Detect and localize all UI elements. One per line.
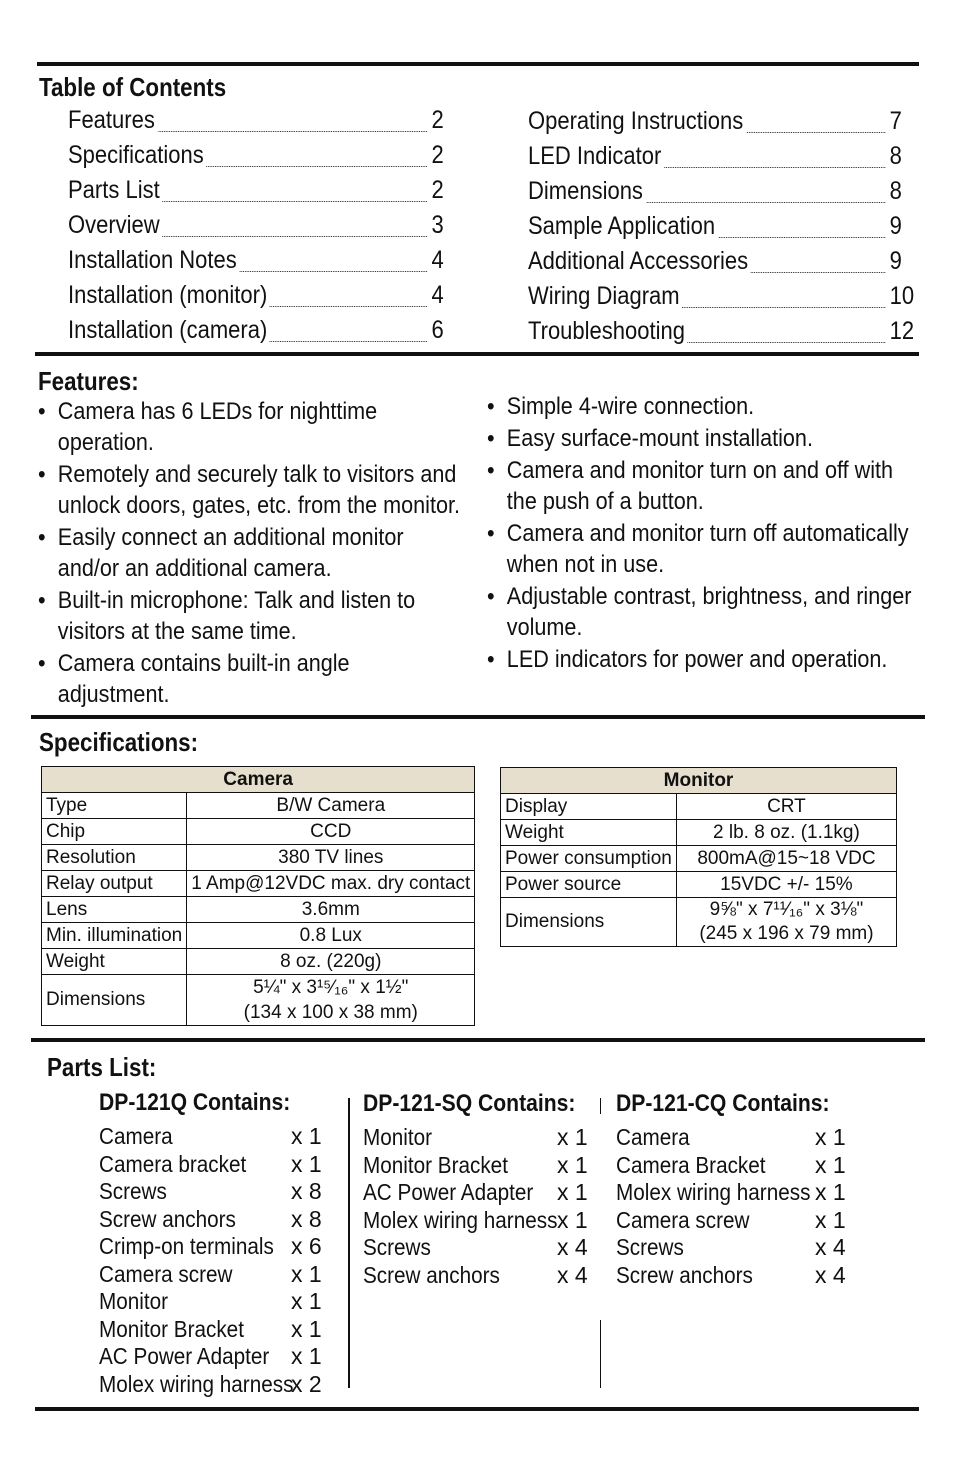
top-rule [37, 62, 919, 66]
toc-entry[interactable] [68, 211, 444, 247]
toc-entry[interactable] [528, 212, 902, 248]
parts-item-name: Molex wiring harness [363, 1206, 558, 1233]
toc-entry-page: 10 [889, 282, 915, 310]
camera-dimensions-line1: 5¼" x 3¹⁵⁄₁₆" x 1½" [253, 977, 409, 998]
parts-divider-2-bottom [600, 1320, 601, 1388]
parts-item-name: Monitor [99, 1288, 169, 1314]
parts-item-name: Screws [99, 1178, 167, 1204]
spec-value: 380 TV lines [187, 845, 475, 871]
feature-line: • Camera and monitor turn on and off with [506, 457, 894, 484]
parts-list-heading: DP-121-SQ Contains: [363, 1090, 576, 1117]
spec-value: 2 lb. 8 oz. (1.1kg) [676, 820, 896, 846]
parts-item [616, 1179, 856, 1207]
parts-item-name: Monitor [363, 1124, 433, 1150]
toc-entry-label: Specifications [68, 141, 206, 169]
parts-list-dp121q [99, 1089, 339, 1398]
parts-item-name: Camera Bracket [616, 1151, 766, 1178]
parts-item [363, 1234, 603, 1262]
parts-item-qty: x 6 [291, 1233, 322, 1259]
spec-label: Chip [42, 819, 187, 845]
features-left-list [38, 396, 488, 711]
parts-item-qty: x 1 [291, 1288, 322, 1314]
parts-item-qty: x 1 [815, 1206, 846, 1233]
feature-line: volume. [506, 614, 583, 641]
camera-spec-row [42, 923, 475, 949]
parts-item-name: AC Power Adapter [363, 1179, 534, 1205]
monitor-spec-row [501, 820, 897, 846]
monitor-spec-row [501, 846, 897, 872]
toc-entry[interactable] [68, 106, 444, 142]
feature-line: the push of a button. [506, 488, 704, 515]
spec-label: Weight [501, 820, 677, 846]
camera-table-header: Camera [42, 767, 475, 793]
parts-item [363, 1207, 603, 1235]
parts-list-heading: DP-121-CQ Contains: [616, 1090, 830, 1117]
parts-item-name: Screws [616, 1234, 684, 1260]
parts-item-qty: x 1 [815, 1124, 846, 1150]
monitor-dimensions-value [676, 898, 896, 947]
feature-line: • Easy surface-mount installation. [506, 425, 813, 452]
parts-item-qty: x 4 [557, 1234, 588, 1260]
toc-entry-page: 6 [431, 316, 444, 344]
parts-item-name: Camera [99, 1123, 173, 1149]
parts-item [99, 1371, 339, 1399]
spec-label: Display [501, 794, 677, 820]
monitor-dimensions-line2: (245 x 196 x 79 mm) [699, 923, 874, 944]
toc-entry-page: 3 [431, 211, 444, 239]
parts-item-qty: x 1 [291, 1260, 322, 1287]
toc-entry-label: Installation (camera) [68, 316, 270, 344]
parts-item-qty: x 4 [815, 1234, 846, 1260]
features-bottom-rule [31, 715, 925, 719]
toc-entry-page: 2 [431, 141, 444, 169]
toc-entry-label: Additional Accessories [528, 247, 751, 275]
parts-item-name: Screw anchors [616, 1261, 753, 1288]
parts-item-name: Molex wiring harness [616, 1179, 811, 1205]
toc-entry-label: Installation (monitor) [68, 281, 270, 309]
spec-value: 3.6mm [187, 897, 475, 923]
parts-item-name: Camera [616, 1124, 690, 1150]
toc-entry[interactable] [68, 246, 444, 282]
feature-item [38, 396, 443, 458]
feature-line: • LED indicators for power and operation. [506, 646, 888, 673]
parts-item-qty: x 8 [291, 1178, 322, 1204]
feature-item [38, 648, 443, 710]
camera-dimensions-line2: (134 x 100 x 38 mm) [243, 1002, 418, 1023]
spec-value: 15VDC +/- 15% [676, 872, 896, 898]
parts-item [99, 1178, 339, 1206]
feature-line: adjustment. [57, 681, 170, 708]
feature-line: when not in use. [506, 551, 665, 578]
camera-spec-row [42, 897, 475, 923]
parts-item-qty: x 1 [557, 1179, 588, 1205]
toc-entry-label: Troubleshooting [528, 317, 688, 345]
spec-value: CRT [676, 794, 896, 820]
feature-line: operation. [57, 429, 154, 456]
spec-value: 1 Amp@12VDC max. dry contact [187, 871, 475, 897]
monitor-dimensions-line1: 9⅝" x 7¹¹⁄₁₆" x 3⅛" [709, 899, 864, 920]
toc-right-column [528, 108, 938, 353]
features-title: Features: [38, 366, 139, 396]
spec-value: B/W Camera [187, 793, 475, 819]
toc-entry[interactable] [528, 247, 902, 283]
spec-label: Resolution [42, 845, 187, 871]
camera-spec-row [42, 871, 475, 897]
spec-label: Lens [42, 897, 187, 923]
camera-spec-row [42, 819, 475, 845]
parts-item-qty: x 1 [557, 1151, 588, 1178]
toc-entry-label: Overview [68, 211, 162, 239]
camera-spec-row [42, 845, 475, 871]
parts-item [99, 1288, 339, 1316]
parts-item-qty: x 8 [291, 1205, 322, 1232]
toc-entry-label: Installation Notes [68, 246, 239, 274]
parts-list-heading: DP-121Q Contains: [99, 1089, 291, 1116]
feature-item [487, 423, 892, 454]
feature-item [487, 644, 892, 675]
toc-entry-label: Sample Application [528, 212, 718, 240]
parts-item [616, 1207, 856, 1235]
parts-item [616, 1262, 856, 1290]
spec-label: Relay output [42, 871, 187, 897]
toc-entry-label: Features [68, 106, 157, 134]
toc-entry[interactable] [528, 177, 902, 213]
feature-item [487, 391, 892, 422]
toc-entry-page: 8 [889, 177, 902, 205]
toc-entry[interactable] [528, 142, 902, 178]
toc-entry[interactable] [528, 107, 902, 143]
parts-item-qty: x 1 [291, 1150, 322, 1177]
feature-line: • Camera and monitor turn off automatically [506, 520, 909, 547]
toc-entry[interactable] [68, 176, 444, 212]
parts-item-qty: x 1 [291, 1343, 322, 1369]
parts-item-name: Monitor Bracket [99, 1315, 244, 1342]
parts-item [616, 1124, 856, 1152]
toc-title: Table of Contents [39, 72, 227, 102]
toc-entry-page: 8 [889, 142, 902, 170]
parts-item [616, 1234, 856, 1262]
parts-item [99, 1261, 339, 1289]
toc-entry-page: 2 [431, 106, 444, 134]
toc-entry-page: 12 [889, 317, 915, 345]
feature-line: • Camera contains built-in angle [57, 650, 350, 677]
camera-spec-row [42, 793, 475, 819]
feature-item [487, 455, 892, 517]
parts-item [99, 1151, 339, 1179]
parts-item-name: AC Power Adapter [99, 1343, 270, 1369]
feature-line: unlock doors, gates, etc. from the monitor. [57, 492, 461, 519]
parts-item-name: Camera bracket [99, 1150, 247, 1177]
monitor-dimensions-label: Dimensions [501, 898, 677, 947]
toc-entry-label: Dimensions [528, 177, 646, 205]
toc-left-column [68, 107, 468, 352]
parts-item [363, 1262, 603, 1290]
feature-item [38, 522, 443, 584]
parts-item-qty: x 1 [815, 1151, 846, 1178]
spec-value: CCD [187, 819, 475, 845]
parts-item-name: Screw anchors [363, 1261, 500, 1288]
spec-label: Type [42, 793, 187, 819]
parts-item [99, 1206, 339, 1234]
feature-line: • Simple 4-wire connection. [506, 393, 755, 420]
parts-list-dp121cq [616, 1090, 856, 1289]
toc-entry[interactable] [68, 281, 444, 317]
feature-line: • Camera has 6 LEDs for nighttime [57, 398, 378, 425]
feature-item [38, 585, 443, 647]
feature-item [487, 518, 909, 580]
spec-value: 8 oz. (220g) [187, 949, 475, 975]
feature-item [487, 581, 912, 643]
feature-line: • Easily connect an additional monitor [57, 524, 404, 551]
toc-entry[interactable] [68, 316, 444, 352]
spec-label: Power source [501, 872, 677, 898]
toc-entry[interactable] [528, 317, 915, 353]
toc-entry-page: 4 [431, 246, 444, 274]
parts-item [363, 1179, 603, 1207]
parts-item-qty: x 4 [815, 1261, 846, 1288]
feature-line: • Remotely and securely talk to visitors and [57, 461, 457, 488]
parts-list-dp121sq [363, 1090, 603, 1289]
toc-entry-page: 9 [889, 212, 902, 240]
parts-item [616, 1152, 856, 1180]
specs-title: Specifications: [39, 727, 199, 757]
spec-value: 0.8 Lux [187, 923, 475, 949]
toc-entry-label: LED Indicator [528, 142, 664, 170]
toc-entry[interactable] [528, 282, 915, 318]
parts-item-name: Camera screw [616, 1206, 750, 1233]
toc-entry-label: Wiring Diagram [528, 282, 682, 310]
monitor-spec-table [500, 767, 897, 947]
parts-item [99, 1123, 339, 1151]
camera-spec-table [41, 766, 475, 1026]
parts-item-qty: x 1 [291, 1315, 322, 1342]
toc-entry-label: Parts List [68, 176, 162, 204]
feature-item [38, 459, 461, 521]
toc-entry-label: Operating Instructions [528, 107, 746, 135]
bottom-rule [35, 1407, 919, 1411]
spec-value: 800mA@15~18 VDC [676, 846, 896, 872]
toc-entry-page: 9 [889, 247, 902, 275]
parts-item-name: Molex wiring harness [99, 1370, 294, 1397]
toc-entry-page: 7 [889, 107, 902, 135]
parts-item-name: Screws [363, 1234, 431, 1260]
toc-entry-page: 2 [431, 176, 444, 204]
features-right-list [487, 391, 937, 676]
parts-item-qty: x 1 [557, 1124, 588, 1150]
parts-title: Parts List: [47, 1052, 157, 1082]
parts-item-qty: x 4 [557, 1261, 588, 1288]
parts-item-name: Monitor Bracket [363, 1151, 508, 1178]
feature-line: • Built-in microphone: Talk and listen to [57, 587, 416, 614]
spec-label: Power consumption [501, 846, 677, 872]
camera-dimensions-value [187, 975, 475, 1026]
parts-item [99, 1233, 339, 1261]
parts-item-name: Screw anchors [99, 1205, 236, 1232]
parts-item-qty: x 1 [557, 1206, 588, 1233]
parts-item-qty: x 2 [291, 1370, 322, 1397]
spec-label: Min. illumination [42, 923, 187, 949]
parts-divider-1 [348, 1098, 350, 1388]
parts-item-qty: x 1 [815, 1179, 846, 1205]
parts-item-qty: x 1 [291, 1123, 322, 1149]
toc-entry[interactable] [68, 141, 444, 177]
parts-item-name: Camera screw [99, 1260, 233, 1287]
toc-entry-page: 4 [431, 281, 444, 309]
feature-line: • Adjustable contrast, brightness, and ringer [506, 583, 912, 610]
spec-label: Weight [42, 949, 187, 975]
parts-item [363, 1124, 603, 1152]
monitor-spec-row [501, 872, 897, 898]
monitor-table-header: Monitor [501, 768, 897, 794]
monitor-spec-row [501, 794, 897, 820]
parts-item [99, 1316, 339, 1344]
parts-item-name: Crimp-on terminals [99, 1233, 274, 1259]
feature-line: visitors at the same time. [57, 618, 297, 645]
parts-item [99, 1343, 339, 1371]
parts-divider-2-top [600, 1098, 601, 1114]
specs-bottom-rule [31, 1038, 925, 1042]
parts-item [363, 1152, 603, 1180]
camera-dimensions-label: Dimensions [42, 975, 187, 1026]
camera-spec-row [42, 949, 475, 975]
feature-line: and/or an additional camera. [57, 555, 332, 582]
